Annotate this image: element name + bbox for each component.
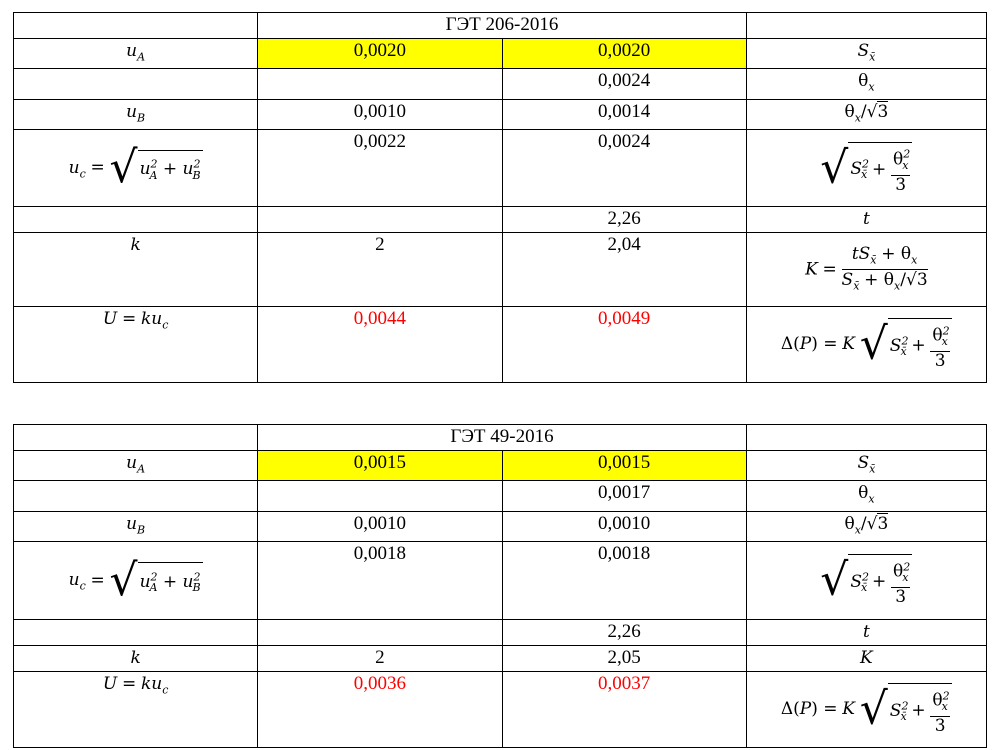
table-row-ub [14,99,987,129]
empty-cell [14,207,258,233]
table-title: ГЭТ 49-2016 [258,425,747,451]
label-k: k [14,233,258,307]
formula-K: K = $\frac{tS_{x̄} + \theta_x}{S_{x̄} + \theta_x/√3}$ [746,233,986,307]
uncertainty-table-2 [13,424,987,748]
empty-cell [746,13,986,39]
label-k: k [14,646,258,672]
empty-cell [14,425,258,451]
label-s-xbar: $S_{x̄}$ [746,39,986,69]
empty-cell [14,481,258,511]
value-t: 2,26 [502,207,746,233]
value-U-get: 0,0044 [258,307,502,383]
empty-cell [258,207,502,233]
value-ua-gum: 0,0015 [502,451,746,481]
formula-uc: $u_c$ = √ $u^2_A + u^2_B$ [14,542,258,620]
value-uc-gum: 0,0018 [502,542,746,620]
label-theta-sqrt3: $\theta_x/√3$ [746,511,986,541]
formula-combined: √ $S^2_{x̄}$ + $\frac{\theta^2_x}{3}$ [746,130,986,207]
value-k-gum: 2,05 [502,646,746,672]
value-uc-get: 0,0022 [258,130,502,207]
formula-U: $U = ku_c$ [14,307,258,383]
value-theta: 0,0024 [502,69,746,99]
table-row-k [14,233,987,307]
label-theta: $\theta_x$ [746,69,986,99]
value-ub-get: 0,0010 [258,99,502,129]
value-ua-gum: 0,0020 [502,39,746,69]
label-theta-sqrt3: $\theta_x/√3$ [746,99,986,129]
value-U-get: 0,0036 [258,672,502,748]
formula-delta-P: Δ(P) = K √ $S^2_{x̄}$ + $\frac{\theta^2_x}{3}$ [746,672,986,748]
table-row-theta [14,481,987,511]
empty-cell [258,481,502,511]
value-ub-gum: 0,0014 [502,99,746,129]
formula-uc: $u_c$ = √ $u^2_A + u^2_B$ [14,130,258,207]
formula-combined: √ $S^2_{x̄}$ + $\frac{\theta^2_x}{3}$ [746,542,986,620]
table-row-uc [14,542,987,620]
empty-cell [14,620,258,646]
table-header-row [14,13,987,39]
value-ua-get: 0,0020 [258,39,502,69]
table-row-uc [14,130,987,207]
label-ub: $u_B$ [14,511,258,541]
value-U-gum: 0,0049 [502,307,746,383]
empty-cell [258,69,502,99]
table-row-t [14,207,987,233]
value-U-gum: 0,0037 [502,672,746,748]
value-ub-get: 0,0010 [258,511,502,541]
empty-cell [258,620,502,646]
empty-cell [14,69,258,99]
value-theta: 0,0017 [502,481,746,511]
value-k-get: 2 [258,233,502,307]
label-t: t [746,620,986,646]
table-row-k [14,646,987,672]
label-ua: $u_A$ [14,39,258,69]
empty-cell [14,13,258,39]
table-row-theta [14,69,987,99]
label-K: K [746,646,986,672]
label-s-xbar: $S_{x̄}$ [746,451,986,481]
table-row-U [14,672,987,748]
label-ub: $u_B$ [14,99,258,129]
label-theta: $\theta_x$ [746,481,986,511]
table-row-ua [14,39,987,69]
table-row-ub [14,511,987,541]
value-uc-get: 0,0018 [258,542,502,620]
table-row-t [14,620,987,646]
formula-U: $U = ku_c$ [14,672,258,748]
value-t: 2,26 [502,620,746,646]
label-t: t [746,207,986,233]
value-k-gum: 2,04 [502,233,746,307]
uncertainty-table-1 [13,12,987,383]
table-header-row [14,425,987,451]
value-k-get: 2 [258,646,502,672]
formula-delta-P: Δ(P) = K √ $S^2_{x̄}$ + $\frac{\theta^2_x}{3}$ [746,307,986,383]
table-row-U [14,307,987,383]
table-row-ua [14,451,987,481]
table-title: ГЭТ 206-2016 [258,13,747,39]
empty-cell [746,425,986,451]
value-uc-gum: 0,0024 [502,130,746,207]
label-ua: $u_A$ [14,451,258,481]
value-ua-get: 0,0015 [258,451,502,481]
value-ub-gum: 0,0010 [502,511,746,541]
